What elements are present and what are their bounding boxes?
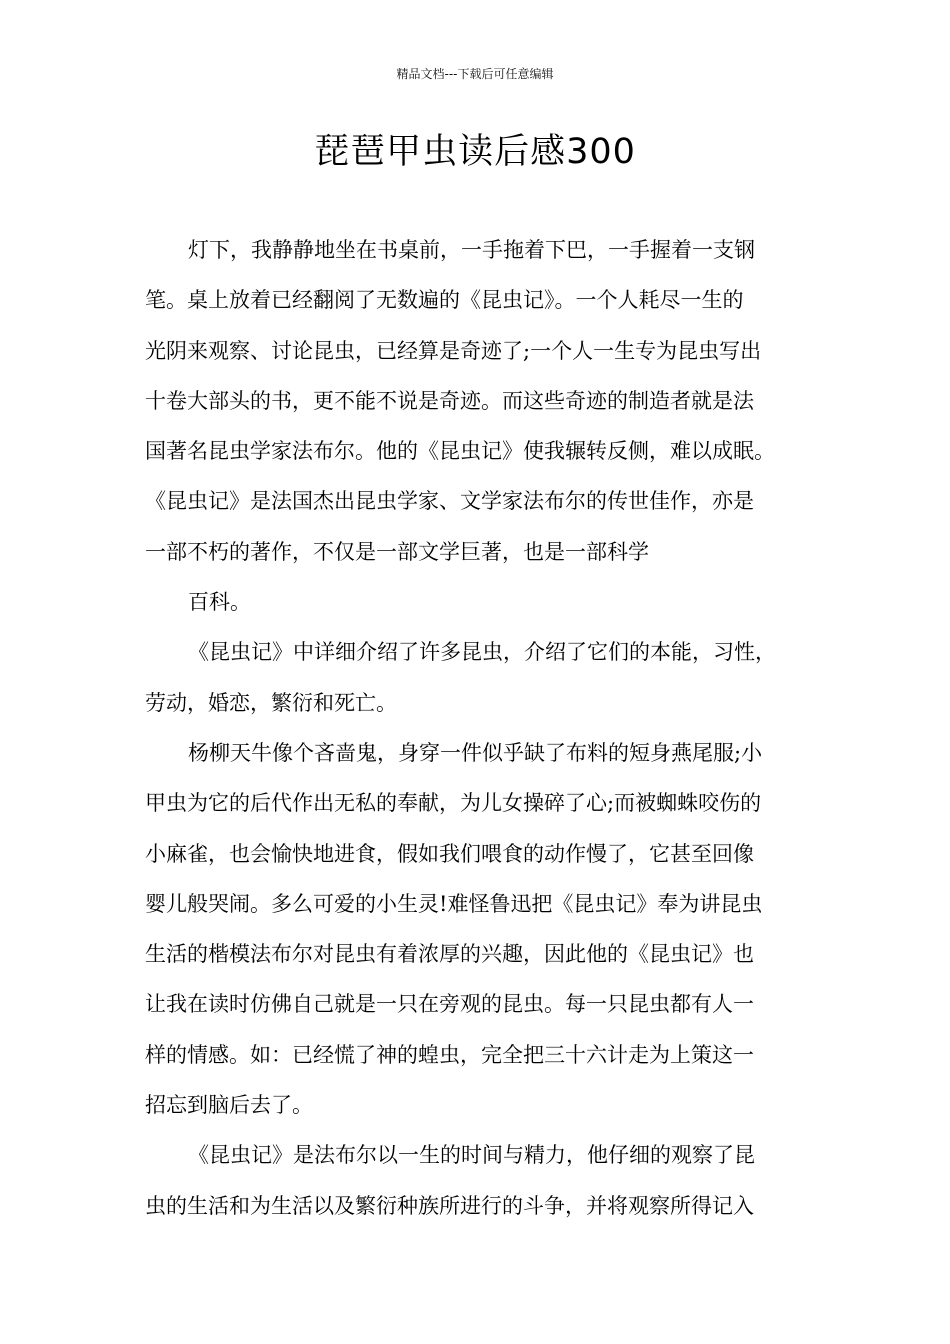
- text-line: 《昆虫记》中详细介绍了许多昆虫，介绍了它们的本能，习性，: [188, 640, 776, 665]
- text-line: 十卷大部头的书，更不能不说是奇迹。而这些奇迹的制造者就是法: [145, 388, 754, 413]
- text-line: 婴儿般哭闹。多么可爱的小生灵!难怪鲁迅把《昆虫记》奉为讲昆虫: [145, 891, 763, 916]
- text-line: 一部不朽的著作，不仅是一部文学巨著，也是一部科学: [145, 539, 649, 564]
- text-line: 杨柳天牛像个吝啬鬼，身穿一件似乎缺了布料的短身燕尾服;小: [188, 740, 763, 765]
- text-line: 让我在读时仿佛自己就是一只在旁观的昆虫。每一只昆虫都有人一: [145, 992, 754, 1017]
- document-title: 琵琶甲虫读后感300: [314, 132, 636, 172]
- text-line: 招忘到脑后去了。: [145, 1093, 313, 1118]
- text-line: 国著名昆虫学家法布尔。他的《昆虫记》使我辗转反侧，难以成眠。: [145, 439, 775, 464]
- text-line: 灯下，我静静地坐在书桌前，一手拖着下巴，一手握着一支钢: [188, 238, 755, 262]
- text-line: 《昆虫记》是法布尔以一生的时间与精力，他仔细的观察了昆: [188, 1143, 755, 1168]
- text-line: 样的情感。如：已经慌了神的蝗虫，完全把三十六计走为上策这一: [145, 1042, 754, 1067]
- text-line: 生活的楷模法布尔对昆虫有着浓厚的兴趣，因此他的《昆虫记》也: [145, 942, 754, 967]
- document-body: [145, 231, 825, 1237]
- text-line: 笔。桌上放着已经翻阅了无数遍的《昆虫记》。一个人耗尽一生的: [145, 288, 744, 313]
- text-line: 小麻雀，也会愉快地进食，假如我们喂食的动作慢了，它甚至回像: [145, 841, 754, 866]
- text-line: 甲虫为它的后代作出无私的奉献，为儿女操碎了心;而被蜘蛛咬伤的: [145, 791, 762, 816]
- text-line: 劳动，婚恋，繁衍和死亡。: [145, 690, 397, 715]
- text-line: 《昆虫记》是法国杰出昆虫学家、文学家法布尔的传世佳作，亦是: [145, 489, 754, 514]
- text-line: 光阴来观察、讨论昆虫，已经算是奇迹了;一个人一生专为昆虫写出: [145, 338, 762, 363]
- page-header-note: 精品文档---下载后可任意编辑: [396, 67, 554, 81]
- text-line: 百科。: [188, 590, 251, 615]
- text-line: 虫的生活和为生活以及繁衍种族所进行的斗争，并将观察所得记入: [145, 1193, 754, 1218]
